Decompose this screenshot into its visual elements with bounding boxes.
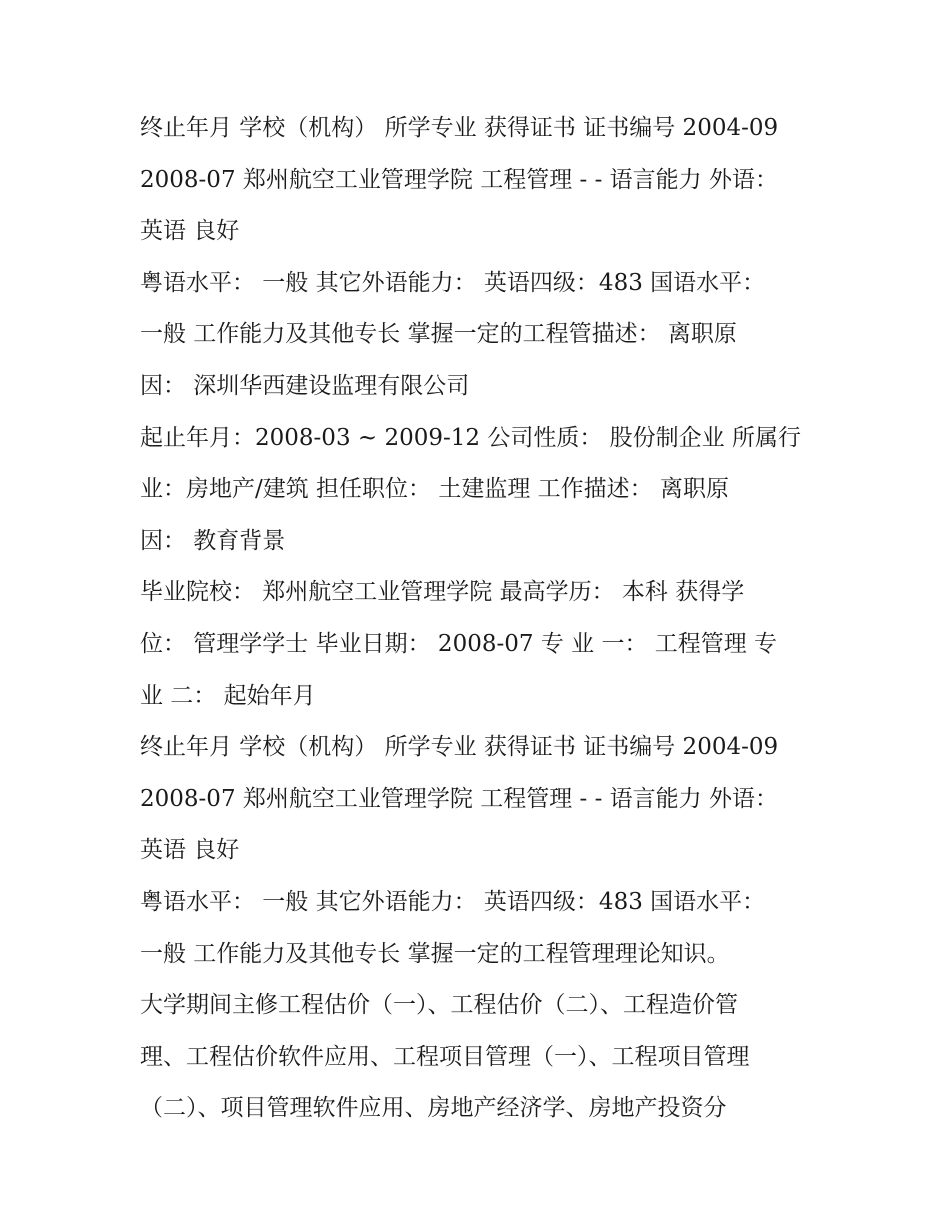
text-line: 粤语水平： 一般 其它外语能力： 英语四级：483 国语水平： <box>140 269 766 296</box>
text-line: 2008-07 郑州航空工业管理学院 工程管理 - - 语言能力 外语： <box>140 166 778 193</box>
text-line: 业：房地产/建筑 担任职位： 土建监理 工作描述： 离职原 <box>140 476 729 503</box>
text-line: （二）、项目管理软件应用、房地产经济学、房地产投资分 <box>140 1095 727 1122</box>
text-line: 英语 良好 <box>140 218 240 245</box>
text-line: 终止年月 学校（机构） 所学专业 获得证书 证书编号 2004-09 <box>140 115 779 141</box>
text-line: 一般 工作能力及其他专长 掌握一定的工程管理理论知识。 <box>140 940 730 967</box>
text-line: 业 二： 起始年月 <box>140 682 316 709</box>
text-line: 2008-07 郑州航空工业管理学院 工程管理 - - 语言能力 外语： <box>140 785 778 812</box>
text-line: 毕业院校： 郑州航空工业管理学院 最高学历： 本科 获得学 <box>140 579 745 606</box>
text-line: 一般 工作能力及其他专长 掌握一定的工程管描述： 离职原 <box>140 321 737 348</box>
text-line: 因： 教育背景 <box>140 527 286 554</box>
text-line: 位： 管理学学士 毕业日期： 2008-07 专 业 一： 工程管理 专 <box>140 630 778 657</box>
text-line: 因： 深圳华西建设监理有限公司 <box>140 372 470 399</box>
text-line: 终止年月 学校（机构） 所学专业 获得证书 证书编号 2004-09 <box>140 734 779 761</box>
text-line: 起止年月：2008-03 ~ 2009-12 公司性质： 股份制企业 所属行 <box>140 424 801 451</box>
text-line: 粤语水平： 一般 其它外语能力： 英语四级：483 国语水平： <box>140 888 766 915</box>
document-body <box>140 103 820 1135</box>
text-line: 大学期间主修工程估价（一）、工程估价（二）、工程造价管 <box>140 992 738 1019</box>
text-line: 英语 良好 <box>140 837 240 864</box>
text-line: 理、工程估价软件应用、工程项目管理（一）、工程项目管理 <box>140 1043 750 1070</box>
